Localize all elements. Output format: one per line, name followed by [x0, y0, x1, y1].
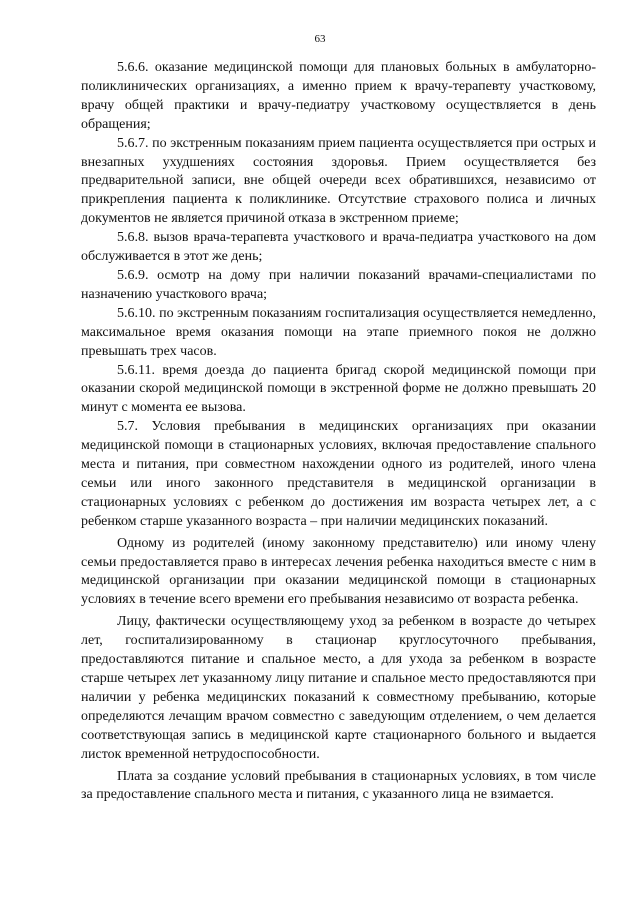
- paragraph-5-6-6: 5.6.6. оказание медицинской помощи для плановых больных в амбулаторно-поликлинических организациях, а именно прием к врачу-терапевту участковому, врачу общей практики и врачу-педиатру участковому осуществляется в день обращения;: [81, 60, 596, 132]
- page-number: 63: [314, 33, 326, 45]
- paragraph-5-6-7: 5.6.7. по экстренным показаниям прием пациента осуществляется при острых и внезапных ухудшениях состояния здоровья. Прием осуществляется без предварительной записи, вне общей очереди всех обратившихся, независимо от прикрепления пациента к поликлинике. Отсутствие страхового полиса и личных документов не является причиной отказа в экстренном приеме;: [81, 135, 596, 227]
- paragraph-5-6-10: 5.6.10. по экстренным показаниям госпитализация осуществляется немедленно, максимальное время оказания помощи на этапе приемного покоя не должно превышать трех часов.: [81, 305, 596, 359]
- paragraph-caregiver-provisions: Лицу, фактически осуществляющему уход за ребенком в возрасте до четырех лет, госпитализированному в стационар круглосуточного пребывания, предоставляются питание и спальное место, а для ухода за ребенком в возрасте старше четырех лет указанному лицу питание и спальное место предоставляются при наличии у ребенка медицинских показаний к совместному пребыванию, которые определяются лечащим врачом совместно с заведующим отделением, о чем делается соответствующая запись в медицинской карте стационарного больного и выдается листок временной нетрудоспособности.: [81, 614, 596, 762]
- paragraph-5-6-8: 5.6.8. вызов врача-терапевта участкового и врача-педиатра участкового на дом обслуживается в этот же день;: [81, 230, 596, 265]
- paragraph-5-7: 5.7. Условия пребывания в медицинских организациях при оказании медицинской помощи в стационарных условиях, включая предоставление спального места и питания, при совместном нахождении одного из родителей, иного члена семьи или иного законного представителя в медицинской организации в стационарных условиях с ребенком до достижения им возраста четырех лет, а с ребенком старше указанного возраста – при наличии медицинских показаний.: [81, 419, 596, 529]
- paragraph-5-6-11: 5.6.11. время доезда до пациента бригад скорой медицинской помощи при оказании скорой медицинской помощи в экстренной форме не должно превышать 20 минут с момента ее вызова.: [81, 362, 596, 416]
- paragraph-5-6-9: 5.6.9. осмотр на дому при наличии показаний врачами-специалистами по назначению участкового врача;: [81, 267, 596, 302]
- paragraph-no-fee: Плата за создание условий пребывания в стационарных условиях, в том числе за предоставление спального места и питания, с указанного лица не взимается.: [81, 768, 596, 803]
- paragraph-parent-right: Одному из родителей (иному законному представителю) или иному члену семьи предоставляется право в интересах лечения ребенка находиться вместе с ним в медицинской организации при оказании медицинской помощи в стационарных условиях в течение всего времени его пребывания независимо от возраста ребенка.: [81, 535, 596, 608]
- document-body: [81, 59, 596, 805]
